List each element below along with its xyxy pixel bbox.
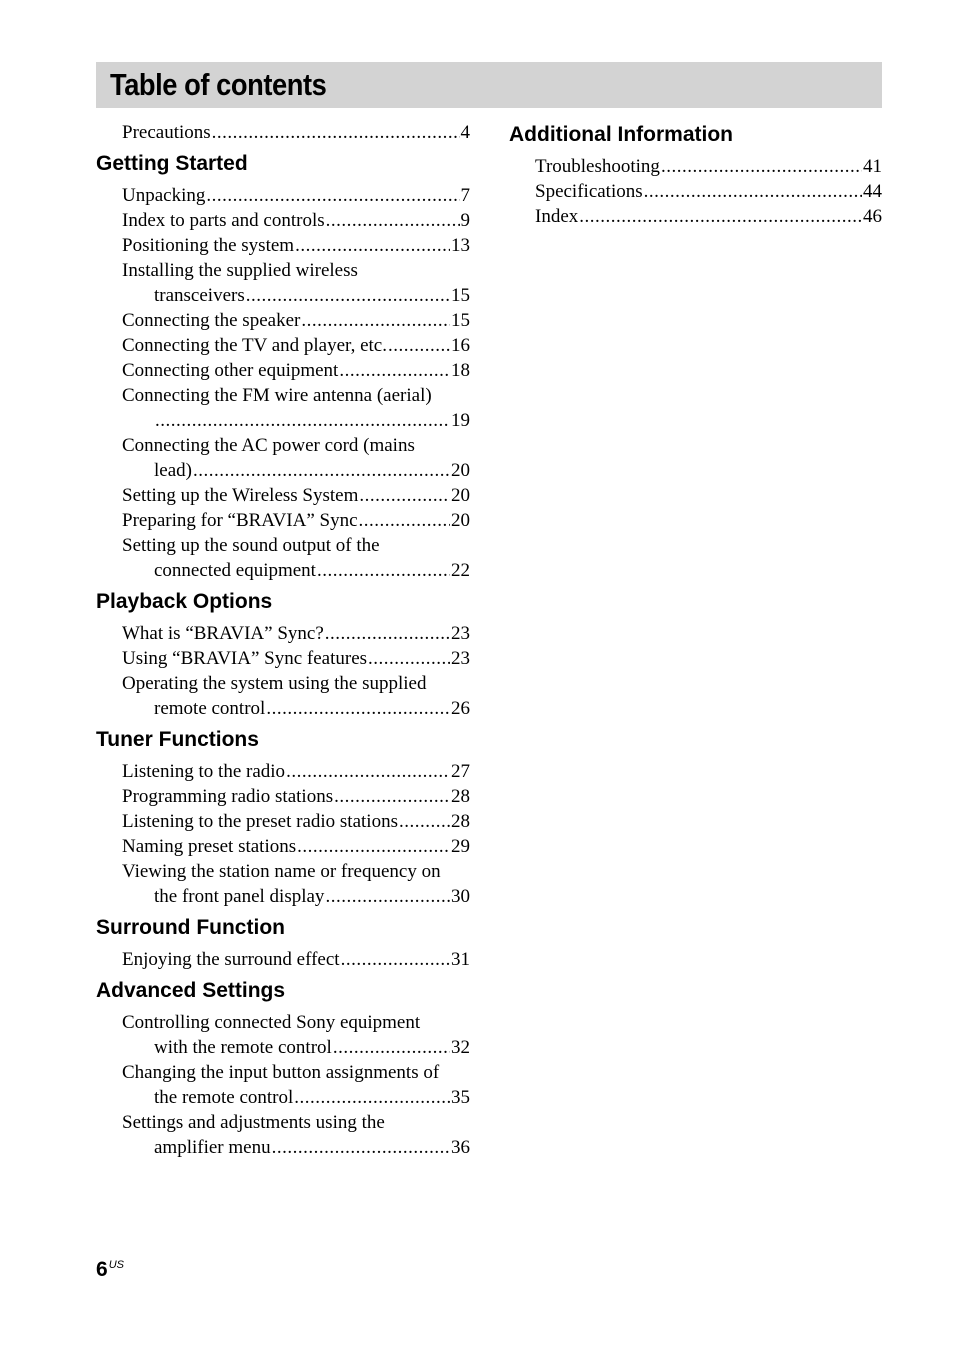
toc-entry-text: Enjoying the surround effect bbox=[122, 949, 340, 970]
toc-left-column bbox=[96, 120, 470, 1160]
page-number: 32 bbox=[451, 1037, 470, 1058]
toc-entry-positioning[interactable] bbox=[96, 233, 470, 258]
dot-leader bbox=[301, 308, 450, 333]
toc-entry-text: Naming preset stations bbox=[122, 836, 297, 857]
toc-entry-text: the remote control bbox=[154, 1087, 294, 1108]
toc-entry-text: Listening to the preset radio stations bbox=[122, 811, 398, 832]
dot-leader bbox=[325, 884, 450, 909]
toc-entry-text: Using “BRAVIA” Sync features bbox=[122, 648, 368, 669]
toc-entry-sound-output[interactable] bbox=[96, 533, 470, 583]
dot-leader bbox=[266, 696, 450, 721]
toc-entry-other-equipment[interactable] bbox=[96, 358, 470, 383]
toc-entry-text: Positioning the system bbox=[122, 235, 295, 256]
dot-leader bbox=[399, 809, 450, 834]
toc-entry-text: Unpacking bbox=[122, 185, 206, 206]
toc-entry-unpacking[interactable] bbox=[96, 183, 470, 208]
toc-entry-index-parts[interactable] bbox=[96, 208, 470, 233]
dot-leader bbox=[359, 483, 450, 508]
page-number: 46 bbox=[863, 206, 882, 227]
dot-leader bbox=[644, 179, 862, 204]
page-number: 23 bbox=[451, 623, 470, 644]
toc-entry-naming[interactable] bbox=[96, 834, 470, 859]
toc-entry-precautions[interactable] bbox=[96, 120, 470, 145]
dot-leader bbox=[333, 1035, 450, 1060]
toc-entry-text: Troubleshooting bbox=[535, 156, 660, 177]
toc-entry-text: Connecting the speaker bbox=[122, 310, 301, 331]
dot-leader bbox=[286, 759, 450, 784]
page-number: 22 bbox=[451, 560, 470, 581]
page-number: 26 bbox=[451, 698, 470, 719]
toc-entry-text: transceivers bbox=[154, 285, 245, 306]
page-number: 27 bbox=[451, 761, 470, 782]
page-number: 29 bbox=[451, 836, 470, 857]
toc-entry-bravia-prep[interactable] bbox=[96, 508, 470, 533]
page-number: 28 bbox=[451, 811, 470, 832]
toc-entry-text: Connecting other equipment bbox=[122, 360, 339, 381]
toc-entry-what-is-bravia[interactable] bbox=[96, 621, 470, 646]
dot-leader bbox=[246, 283, 450, 308]
toc-entry-amplifier[interactable] bbox=[96, 1110, 470, 1160]
toc-entry-text: amplifier menu bbox=[154, 1137, 271, 1158]
section-heading-getting-started: Getting Started bbox=[96, 152, 248, 175]
page-number: 31 bbox=[451, 949, 470, 970]
page-number: 20 bbox=[451, 485, 470, 506]
dot-leader bbox=[388, 333, 450, 358]
page-number: 36 bbox=[451, 1137, 470, 1158]
toc-entry-text: Index bbox=[535, 206, 579, 227]
toc-entry-programming[interactable] bbox=[96, 784, 470, 809]
page-number: 41 bbox=[863, 156, 882, 177]
page-number: 9 bbox=[460, 210, 470, 231]
toc-entry-text: Setting up the sound output of the bbox=[122, 535, 380, 556]
page-number: 35 bbox=[451, 1087, 470, 1108]
toc-entry-text: Installing the supplied wireless bbox=[122, 260, 358, 281]
dot-leader bbox=[325, 621, 450, 646]
toc-entry-operating[interactable] bbox=[96, 671, 470, 721]
toc-entry-speaker[interactable] bbox=[96, 308, 470, 333]
toc-entry-text: Listening to the radio bbox=[122, 761, 286, 782]
toc-entry-text: Connecting the AC power cord (mains bbox=[122, 435, 415, 456]
toc-entry-tv-player[interactable] bbox=[96, 333, 470, 358]
section-heading-surround-function: Surround Function bbox=[96, 916, 285, 939]
title-bar bbox=[96, 62, 882, 108]
dot-leader bbox=[326, 208, 460, 233]
page-folio bbox=[96, 1258, 124, 1282]
toc-entry-listening-radio[interactable] bbox=[96, 759, 470, 784]
dot-leader bbox=[272, 1135, 450, 1160]
page-number: 18 bbox=[451, 360, 470, 381]
toc-entry-text: connected equipment bbox=[154, 560, 316, 581]
toc-entry-installing[interactable] bbox=[96, 258, 470, 308]
dot-leader bbox=[579, 204, 862, 229]
toc-entry-text: Settings and adjustments using the bbox=[122, 1112, 385, 1133]
page-number: 4 bbox=[460, 122, 470, 143]
toc-entry-text: Setting up the Wireless System bbox=[122, 485, 359, 506]
toc-entry-fm-antenna[interactable] bbox=[96, 383, 470, 433]
page-number: 30 bbox=[451, 886, 470, 907]
page-number: 20 bbox=[451, 510, 470, 531]
toc-entry-enjoying[interactable] bbox=[96, 947, 470, 972]
toc-entry-changing[interactable] bbox=[96, 1060, 470, 1110]
dot-leader bbox=[212, 120, 460, 145]
section-heading-advanced-settings: Advanced Settings bbox=[96, 979, 286, 1002]
toc-entry-text: What is “BRAVIA” Sync? bbox=[122, 623, 324, 644]
dot-leader bbox=[317, 558, 450, 583]
toc-entry-text: with the remote control bbox=[154, 1037, 332, 1058]
toc-entry-text: Connecting the FM wire antenna (aerial) bbox=[122, 385, 432, 406]
toc-entry-text: the front panel display bbox=[154, 886, 325, 907]
toc-entry-ac-power[interactable] bbox=[96, 433, 470, 483]
toc-entry-text: Preparing for “BRAVIA” Sync bbox=[122, 510, 358, 531]
toc-entry-text: Index to parts and controls bbox=[122, 210, 325, 231]
toc-entry-preset[interactable] bbox=[96, 809, 470, 834]
toc-entry-text: Precautions bbox=[122, 122, 211, 143]
toc-entry-text: Viewing the station name or frequency on bbox=[122, 861, 441, 882]
section-heading-playback-options: Playback Options bbox=[96, 590, 273, 613]
toc-entry-viewing[interactable] bbox=[96, 859, 470, 909]
page-number: 15 bbox=[451, 310, 470, 331]
page-number: 28 bbox=[451, 786, 470, 807]
folio-number: 6 bbox=[96, 1258, 108, 1281]
page-number: 23 bbox=[451, 648, 470, 669]
dot-leader bbox=[339, 358, 450, 383]
toc-entry-controlling[interactable] bbox=[96, 1010, 470, 1060]
section-heading-additional-information: Additional Information bbox=[509, 123, 733, 146]
dot-leader bbox=[206, 183, 459, 208]
dot-leader bbox=[297, 834, 450, 859]
toc-entry-text: Operating the system using the supplied bbox=[122, 673, 427, 694]
page-number: 13 bbox=[451, 235, 470, 256]
dot-leader bbox=[155, 408, 450, 433]
dot-leader bbox=[661, 154, 862, 179]
toc-entry-text: Changing the input button assignments of bbox=[122, 1062, 440, 1083]
page-number: 15 bbox=[451, 285, 470, 306]
toc-entry-index[interactable] bbox=[509, 204, 882, 229]
page-number: 7 bbox=[460, 185, 470, 206]
toc-entry-text: Controlling connected Sony equipment bbox=[122, 1012, 421, 1033]
toc-entry-using-bravia[interactable] bbox=[96, 646, 470, 671]
dot-leader bbox=[193, 458, 450, 483]
page-number: 16 bbox=[451, 335, 470, 356]
dot-leader bbox=[341, 947, 450, 972]
toc-entry-text: Connecting the TV and player, etc. bbox=[122, 335, 387, 356]
toc-right-column bbox=[509, 120, 882, 229]
folio-suffix: US bbox=[108, 1259, 124, 1271]
dot-leader bbox=[334, 784, 450, 809]
dot-leader bbox=[368, 646, 450, 671]
page-number: 44 bbox=[863, 181, 882, 202]
page-title: Table of contents bbox=[110, 67, 327, 102]
toc-entry-text: Specifications bbox=[535, 181, 643, 202]
toc-entry-troubleshooting[interactable] bbox=[509, 154, 882, 179]
toc-entry-text: lead) bbox=[154, 460, 192, 481]
section-heading-tuner-functions: Tuner Functions bbox=[96, 728, 259, 751]
dot-leader bbox=[359, 508, 450, 533]
toc-entry-text: Programming radio stations bbox=[122, 786, 334, 807]
toc-entry-text: remote control bbox=[154, 698, 266, 719]
page-number: 19 bbox=[451, 410, 470, 431]
dot-leader bbox=[294, 1085, 450, 1110]
toc-entry-wireless[interactable] bbox=[96, 483, 470, 508]
dot-leader bbox=[295, 233, 450, 258]
toc-entry-specifications[interactable] bbox=[509, 179, 882, 204]
page-number: 20 bbox=[451, 460, 470, 481]
